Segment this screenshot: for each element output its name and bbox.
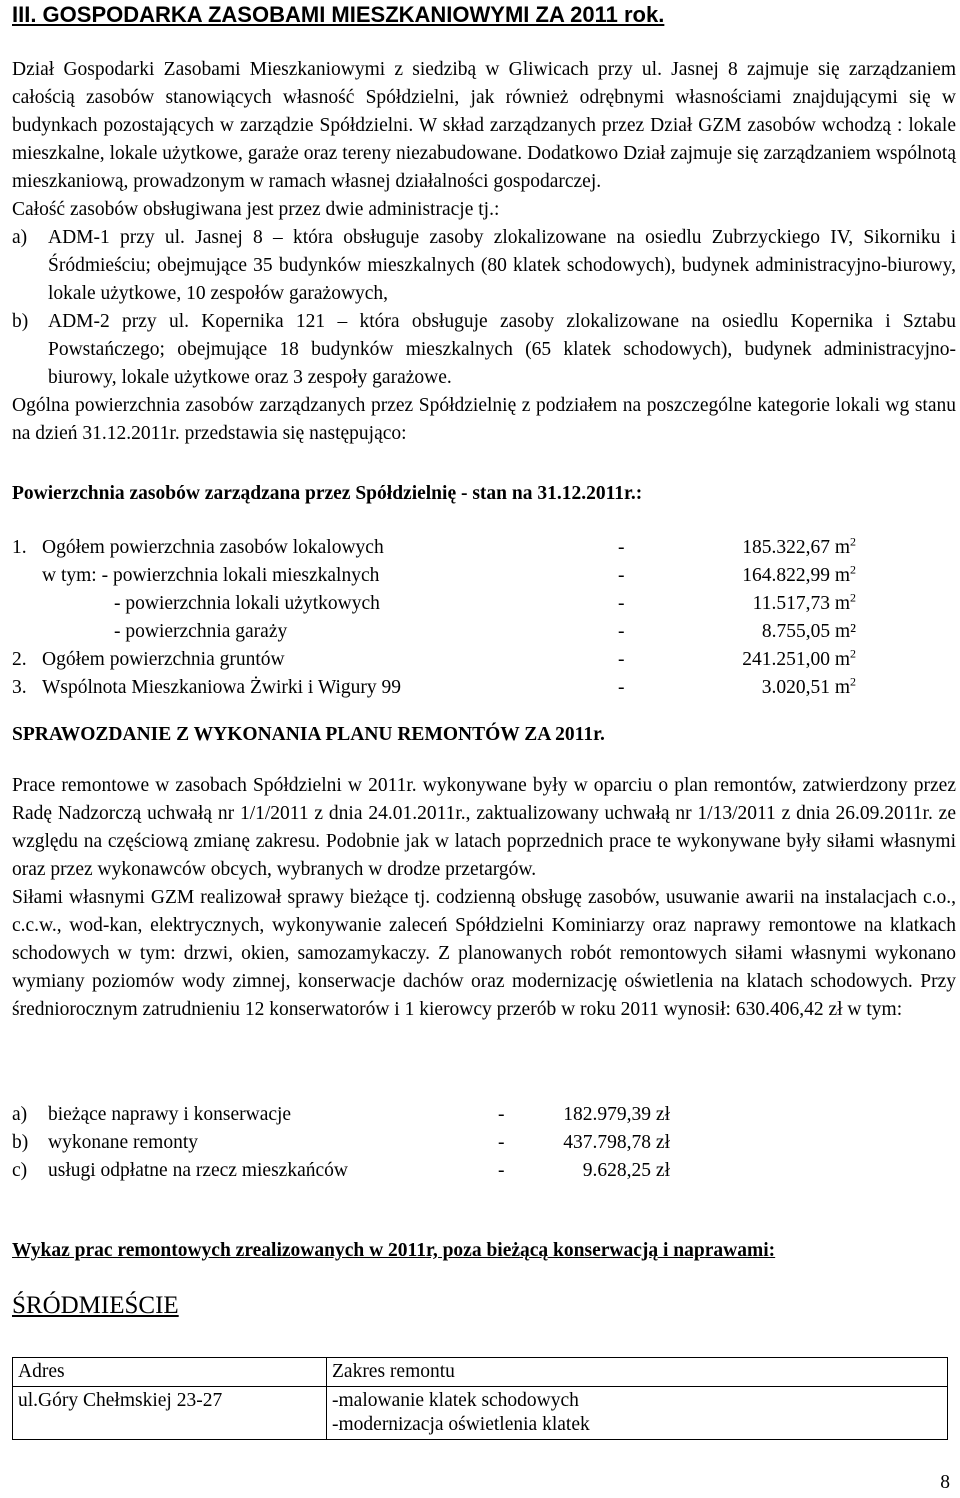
area-row-dash: - — [618, 537, 625, 558]
area-row-value — [742, 646, 856, 674]
area-value-text: 8.755,05 m² — [761, 621, 856, 642]
area-row-value — [762, 618, 856, 646]
area-row-dash: - — [618, 593, 625, 614]
repairs-paragraph: Prace remontowe w zasobach Spółdzielni w 2011r. wykonywane były w oparciu o plan remontów, zatwierdzony przez Radę Nadzorczą uchwałą nr 1/1/2011 z dnia 24.01.2011r., zaktualizowany uchwałą nr 1/13/2011 z dnia 26.09.2011r. ze względu na częściową zmianę zakresu. Podobnie jak w latach poprzednich prace te wykonywane były siłami własnymi oraz przez wykonawców obcych, wybranych w drodze przetargów. — [12, 775, 956, 880]
admins-lead: Całość zasobów obsługiwana jest przez dwie administracje tj.: — [12, 199, 500, 220]
area-row-value — [762, 674, 856, 702]
area-row — [12, 674, 956, 702]
cell-scope — [327, 1387, 948, 1440]
column-header-address: Adres — [13, 1358, 327, 1387]
repairs-report-body — [12, 772, 956, 1024]
cost-row-value: 182.979,39 zł — [563, 1104, 670, 1125]
admin-item-label: b) — [12, 311, 29, 332]
admin-item — [12, 308, 956, 392]
area-row — [12, 646, 956, 674]
cost-row-label: b) — [12, 1132, 29, 1153]
cost-row-label: c) — [12, 1160, 28, 1181]
area-row-label: - powierzchnia lokali użytkowych — [114, 593, 380, 614]
area-row-label: Ogółem powierzchnia gruntów — [42, 649, 285, 670]
area-row-dash: - — [618, 565, 625, 586]
area-row-label: w tym: - powierzchnia lokali mieszkalnych — [42, 565, 380, 586]
cell-address: ul.Góry Chełmskiej 23-27 — [13, 1387, 327, 1440]
intro-paragraph: Dział Gospodarki Zasobami Mieszkaniowymi z siedzibą w Gliwicach przy ul. Jasnej 8 zajmuje się zarządzaniem całością zasobów stanowiących własność Spółdzielni, jak również odrębnymi własnościami znajdującymi się w budynkach pozostających w zarządzie Spółdzielni. W skład zarządzanych przez Dział GZM zasobów wchodzą : lokale mieszkalne, lokale użytkowe, garaże oraz tereny niezabudowane. Dodatkowo Dział zajmuje się zarządzaniem wspólnotą mieszkaniową, prowadzonym w ramach własnej działalności gospodarczej. — [12, 59, 956, 192]
area-value-text: 11.517,73 m — [752, 593, 850, 614]
repairs-report-title: SPRAWOZDANIE Z WYKONANIA PLANU REMONTÓW ZA 2011r. — [12, 724, 605, 745]
cost-row — [12, 1101, 956, 1129]
area-row-number: 1. — [12, 537, 27, 558]
section-title: III. GOSPODARKA ZASOBAMI MIESZKANIOWYMI ZA 2011 rok. — [12, 2, 665, 27]
table-header-row — [13, 1358, 948, 1387]
admin-item — [12, 224, 956, 308]
area-value-exponent: 2 — [850, 674, 856, 689]
cost-list — [12, 1101, 956, 1185]
scope-item: -malowanie klatek schodowych — [332, 1390, 579, 1411]
cost-row-dash: - — [498, 1160, 505, 1181]
area-row-dash: - — [618, 621, 625, 642]
cost-row-value: 9.628,25 zł — [582, 1160, 670, 1181]
area-value-text: 3.020,51 m — [761, 677, 850, 698]
area-value-text: 241.251,00 m — [742, 649, 850, 670]
page-number: 8 — [940, 1472, 950, 1493]
cost-row-dash: - — [498, 1104, 505, 1125]
area-value-exponent: 2 — [850, 534, 856, 549]
area-value-text: 164.822,99 m — [742, 565, 850, 586]
cost-row-text: wykonane remonty — [48, 1132, 199, 1153]
area-row-number: 2. — [12, 649, 27, 670]
table-row — [13, 1387, 948, 1440]
area-value-exponent: 2 — [850, 590, 856, 605]
column-header-scope: Zakres remontu — [327, 1358, 948, 1387]
area-row-label: Ogółem powierzchnia zasobów lokalowych — [42, 537, 384, 558]
area-row — [12, 534, 956, 562]
scope-item: -modernizacja oświetlenia klatek — [332, 1414, 590, 1435]
area-value-exponent: 2 — [850, 562, 856, 577]
district-heading: ŚRÓDMIEŚCIE — [12, 1292, 179, 1319]
cost-row — [12, 1129, 956, 1157]
works-list-title: Wykaz prac remontowych zrealizowanych w 2011r, poza bieżącą konserwacją i naprawami: — [12, 1240, 776, 1261]
area-row — [12, 618, 956, 646]
area-value-exponent: 2 — [850, 646, 856, 661]
area-row — [12, 562, 956, 590]
cost-row — [12, 1157, 956, 1185]
cost-row-text: usługi odpłatne na rzecz mieszkańców — [48, 1160, 348, 1181]
area-list — [12, 534, 956, 702]
area-title: Powierzchnia zasobów zarządzana przez Spółdzielnię - stan na 31.12.2011r.: — [12, 483, 643, 504]
area-row-value — [753, 590, 856, 618]
admin-item-label: a) — [12, 227, 28, 248]
area-value-text: 185.322,67 m — [742, 537, 850, 558]
admins-list — [12, 224, 956, 392]
area-row-label: Wspólnota Mieszkaniowa Żwirki i Wigury 99 — [42, 677, 401, 698]
cost-row-value: 437.798,78 zł — [563, 1132, 670, 1153]
admin-item-text: ADM-2 przy ul. Kopernika 121 – która obsługuje zasoby zlokalizowane na osiedlu Kopernika i Sztabu Powstańczego; obejmujące 18 budynków mieszkalnych (65 klatek schodowych), budynek administracyjno-biurowy, lokale użytkowe oraz 3 zespoły garażowe. — [48, 311, 956, 388]
area-row-dash: - — [618, 649, 625, 670]
works-table — [12, 1357, 948, 1440]
own-forces-paragraph: Siłami własnymi GZM realizował sprawy bieżące tj. codzienną obsługę zasobów, usuwanie awarii na instalacjach c.o., c.c.w., wod-kan, elektrycznych, wykonywanie zaleceń Spółdzielni Kominiarzy oraz naprawy remontowe na klatkach schodowych w tym: drzwi, okien, samozamykaczy. Z planowanych robót remontowych siłami własnymi wykonano wymiany poziomów wody zimnej, konserwacje dachów oraz modernizację oświetlenia na klatach schodowych. Przy średniorocznym zatrudnieniu 12 konserwatorów i 1 kierowcy przerób w roku 2011 wynosił: 630.406,42 zł w tym: — [12, 887, 956, 1020]
area-row — [12, 590, 956, 618]
cost-row-dash: - — [498, 1132, 505, 1153]
area-row-value — [742, 562, 856, 590]
area-row-dash: - — [618, 677, 625, 698]
area-row-number: 3. — [12, 677, 27, 698]
cost-row-text: bieżące naprawy i konserwacje — [48, 1104, 292, 1125]
intro-section — [12, 56, 956, 448]
area-row-label: - powierzchnia garaży — [114, 621, 288, 642]
admin-item-text: ADM-1 przy ul. Jasnej 8 – która obsługuje zasoby zlokalizowane na osiedlu Zubrzyckiego IV, Sikorniku i Śródmieściu; obejmujące 35 budynków mieszkalnych (80 klatek schodowych), budynek administracyjno-biurowy, lokale użytkowe, 10 zespołów garażowych, — [48, 227, 956, 304]
cost-row-label: a) — [12, 1104, 28, 1125]
area-intro-paragraph: Ogólna powierzchnia zasobów zarządzanych przez Spółdzielnię z podziałem na poszczególne kategorie lokali wg stanu na dzień 31.12.2011r. przedstawia się następująco: — [12, 395, 956, 444]
area-row-value — [742, 534, 856, 562]
